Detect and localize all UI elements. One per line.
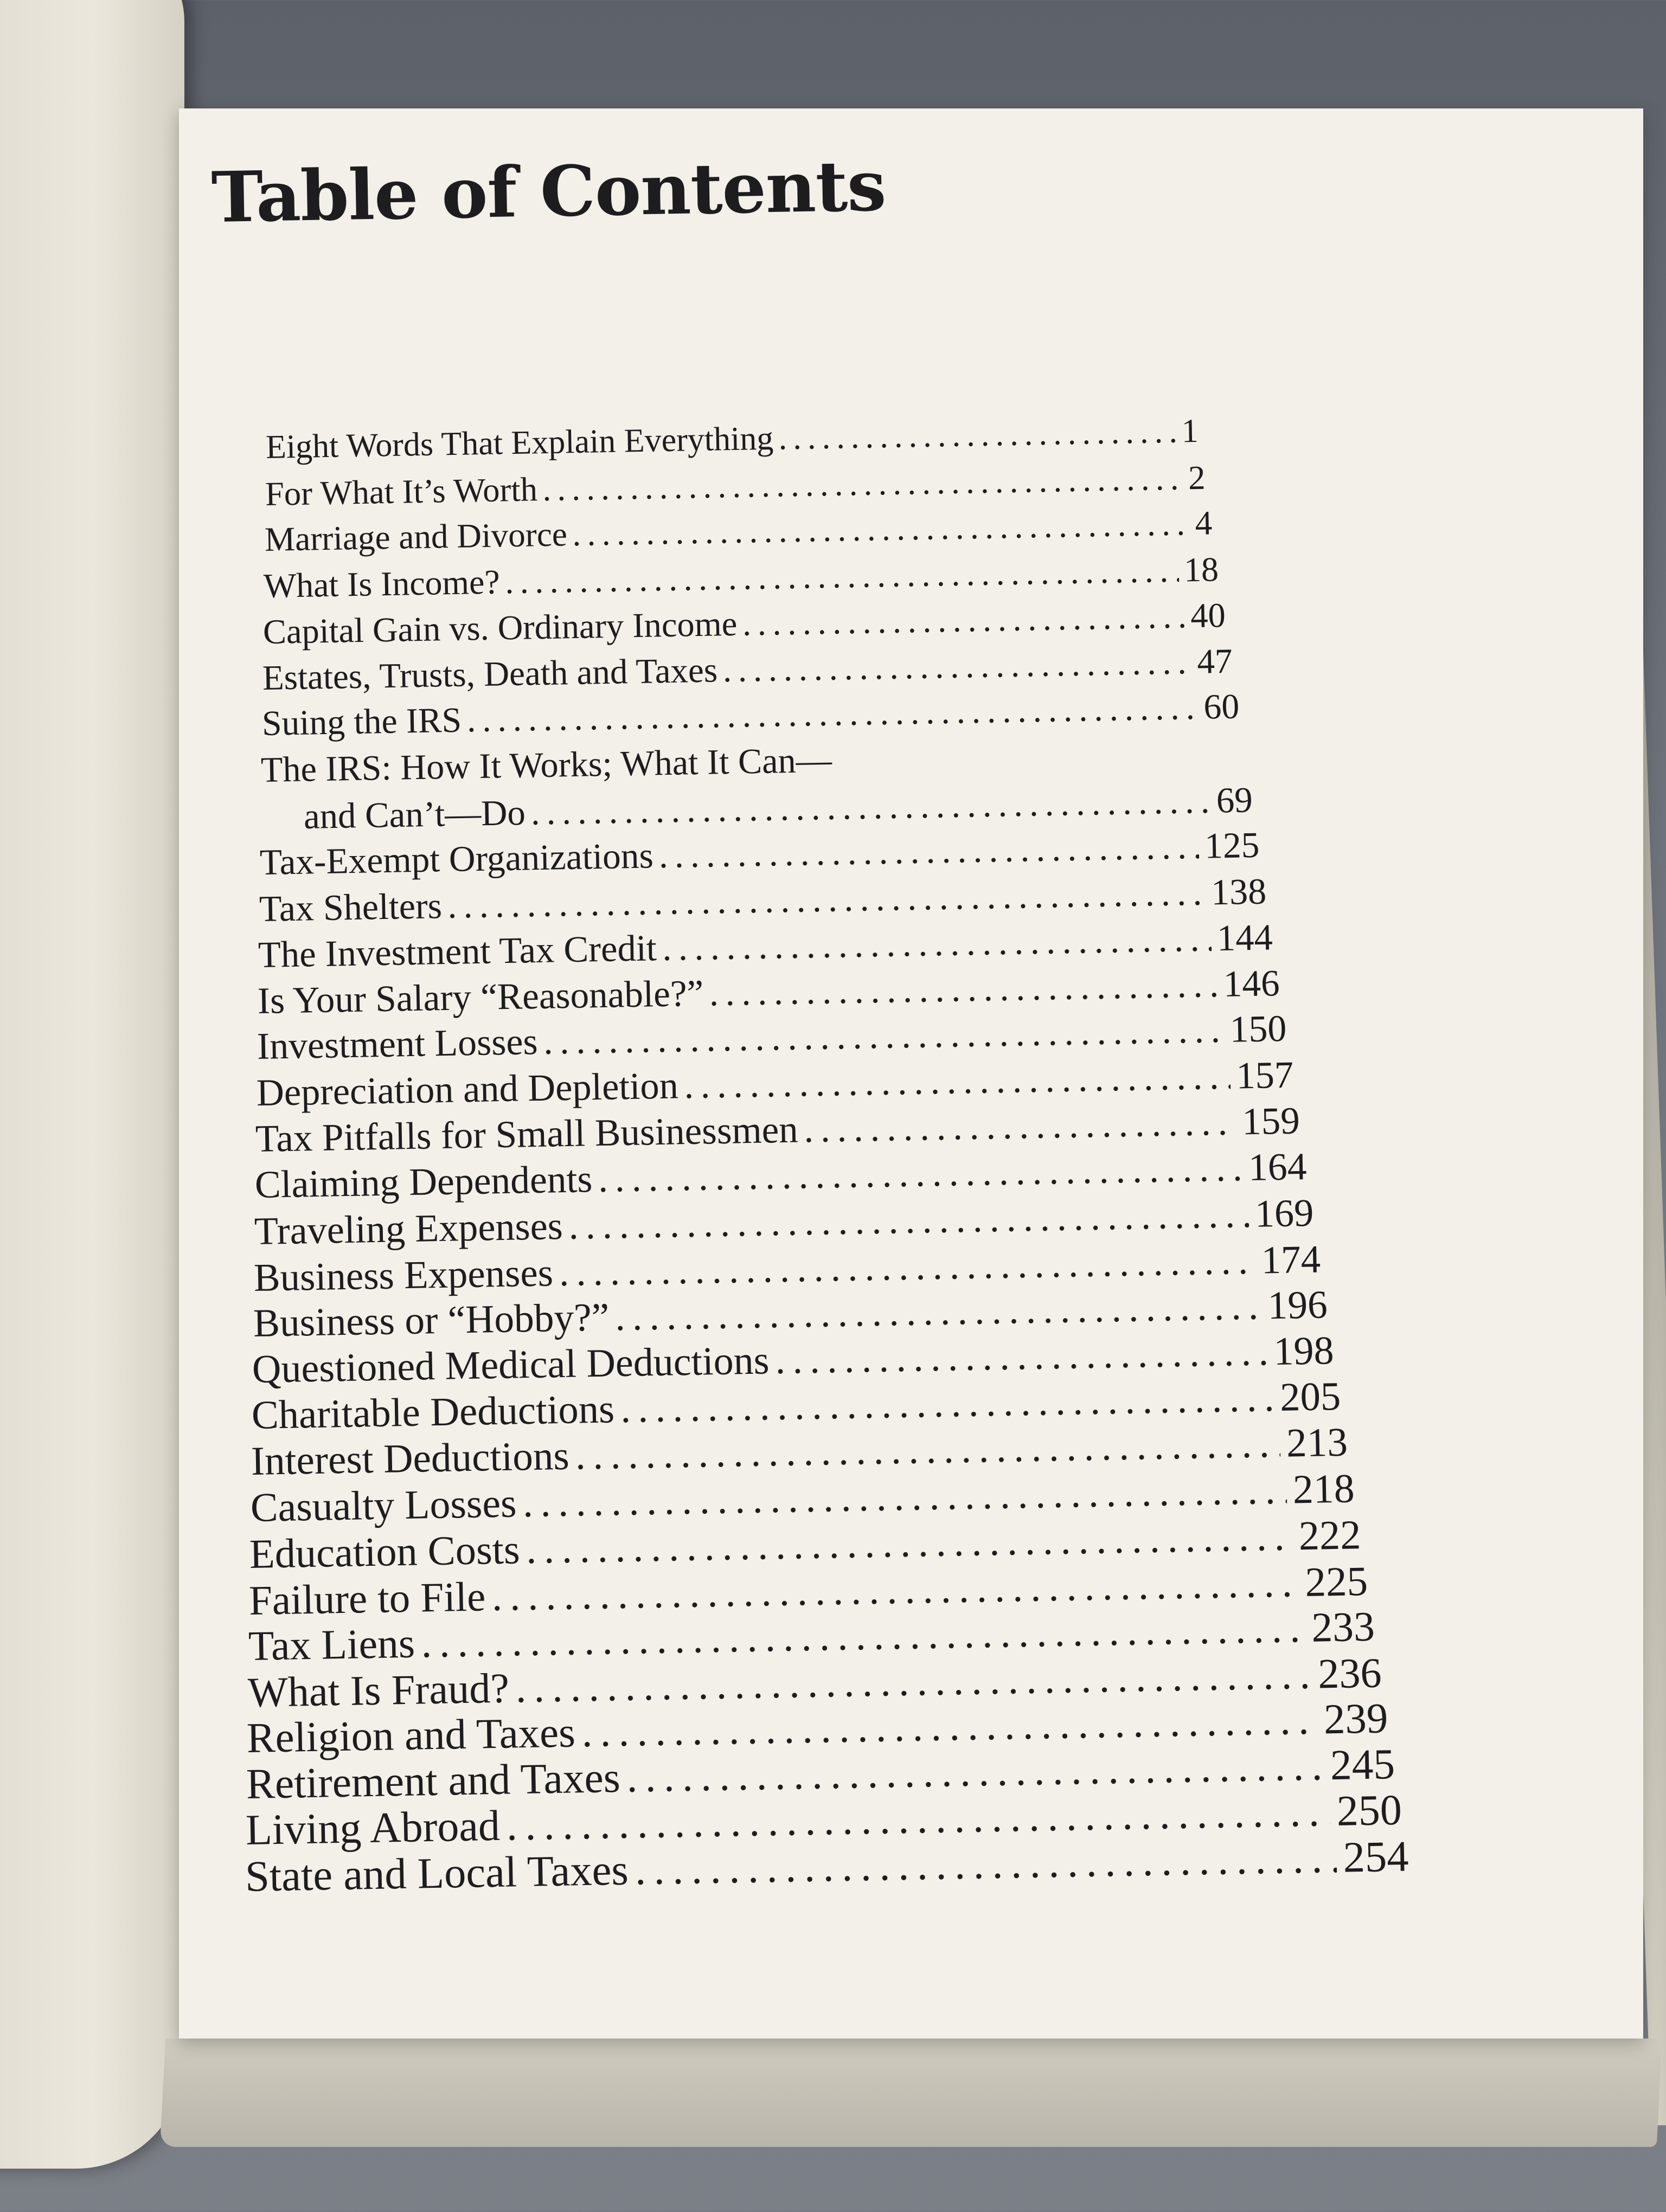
toc-leader-dots bbox=[804, 1100, 1237, 1152]
toc-entry-page: 4 bbox=[1194, 504, 1213, 543]
toc-leader-dots bbox=[709, 962, 1218, 1014]
toc-entry-page: 222 bbox=[1298, 1512, 1362, 1559]
toc-leader-dots bbox=[658, 825, 1200, 877]
toc-entry-page: 245 bbox=[1330, 1740, 1395, 1790]
toc-entry-title: What Is Income? bbox=[263, 562, 501, 606]
toc-leader-dots bbox=[662, 917, 1212, 969]
toc-entry-title: The Investment Tax Credit bbox=[258, 927, 657, 975]
toc-entry-page: 157 bbox=[1235, 1053, 1294, 1097]
toc-entry-title: The IRS: How It Works; What It Can— bbox=[260, 740, 832, 790]
toc-entry-title: Estates, Trusts, Death and Taxes bbox=[262, 650, 718, 698]
toc-entry-page: 18 bbox=[1183, 550, 1219, 589]
toc-entry-title: Questioned Medical Deductions bbox=[252, 1338, 770, 1392]
toc-entry-title: Depreciation and Depletion bbox=[255, 1064, 679, 1114]
toc-entry-title: Tax Liens bbox=[248, 1619, 415, 1670]
toc-entry-title: Living Abroad bbox=[245, 1802, 501, 1854]
toc-entry-title: Retirement and Taxes bbox=[246, 1754, 621, 1809]
toc-leader-dots bbox=[722, 642, 1192, 691]
toc-entry-title: Failure to File bbox=[248, 1572, 486, 1624]
toc-entry-page: 125 bbox=[1204, 825, 1260, 866]
toc-entry-page: 169 bbox=[1254, 1191, 1314, 1236]
toc-leader-dots bbox=[530, 780, 1211, 833]
toc-entry-title: Business Expenses bbox=[253, 1250, 554, 1300]
toc-entry bbox=[261, 740, 832, 791]
toc-leader-dots bbox=[742, 596, 1186, 644]
toc-entry-page: 218 bbox=[1292, 1465, 1355, 1513]
toc-entry-title: State and Local Taxes bbox=[244, 1846, 629, 1901]
toc-entry-page: 146 bbox=[1223, 962, 1280, 1005]
toc-entry-title: Is Your Salary “Reasonable?” bbox=[257, 972, 704, 1022]
toc-entry-title: What Is Fraud? bbox=[247, 1664, 510, 1716]
toc-entry-page: 69 bbox=[1216, 780, 1253, 821]
toc-entry-page: 159 bbox=[1242, 1099, 1300, 1143]
toc-entry-title: Education Costs bbox=[249, 1526, 521, 1577]
toc-leader-dots bbox=[775, 1329, 1268, 1384]
toc-entry-title: Eight Words That Explain Everything bbox=[265, 420, 774, 466]
toc-leader-dots bbox=[466, 687, 1199, 741]
page-title: Table of Contents bbox=[210, 145, 887, 239]
toc-entry-title: Tax Shelters bbox=[258, 885, 443, 929]
toc-leader-dots bbox=[542, 458, 1183, 509]
toc-entry-title: Charitable Deductions bbox=[251, 1387, 615, 1438]
toc-leader-dots bbox=[778, 413, 1177, 458]
toc-entry-page: 233 bbox=[1311, 1603, 1375, 1651]
toc-entry-title: For What It’s Worth bbox=[265, 470, 538, 513]
toc-entry-page: 196 bbox=[1267, 1282, 1328, 1328]
toc-entry-title: Casualty Losses bbox=[249, 1480, 517, 1531]
toc-entry-title: Religion and Taxes bbox=[246, 1709, 576, 1762]
toc-entry-page: 213 bbox=[1286, 1420, 1348, 1467]
toc-entry-page: 1 bbox=[1181, 412, 1199, 450]
toc-entry-page: 138 bbox=[1210, 870, 1267, 913]
toc-entry-title: Tax Pitfalls for Small Businessmen bbox=[255, 1108, 799, 1160]
toc-entry-page: 236 bbox=[1317, 1649, 1382, 1697]
toc-entry-title: and Can’t—Do bbox=[303, 792, 526, 837]
toc-entry-title: Investment Losses bbox=[257, 1021, 539, 1068]
toc-entry-page: 250 bbox=[1336, 1786, 1402, 1835]
toc-leader-dots bbox=[543, 1008, 1225, 1064]
toc-entry-title: Tax-Exempt Organizations bbox=[259, 835, 654, 883]
toc-entry-title: Interest Deductions bbox=[251, 1433, 570, 1484]
toc-entry-page: 239 bbox=[1323, 1694, 1389, 1743]
toc-entry bbox=[265, 412, 1199, 467]
toc-entry bbox=[264, 504, 1212, 560]
toc-entry-title: Claiming Dependents bbox=[254, 1158, 593, 1207]
toc-entry-page: 150 bbox=[1229, 1007, 1287, 1051]
toc-leader-dots bbox=[572, 504, 1190, 555]
toc-entry-title: Suing the IRS bbox=[261, 700, 462, 744]
toc-entry-page: 47 bbox=[1196, 641, 1233, 681]
toc-entry-page: 198 bbox=[1273, 1328, 1335, 1374]
toc-entry-title: Business or “Hobby?” bbox=[252, 1295, 610, 1346]
toc-leader-dots bbox=[505, 550, 1180, 602]
toc-entry-page: 174 bbox=[1260, 1237, 1321, 1282]
toc-entry-page: 254 bbox=[1342, 1832, 1409, 1882]
toc-leader-dots bbox=[683, 1054, 1231, 1108]
toc-entry-page: 2 bbox=[1188, 458, 1206, 497]
toc-entry-page: 164 bbox=[1248, 1145, 1308, 1189]
toc-entry-page: 225 bbox=[1304, 1557, 1368, 1605]
toc-entry bbox=[265, 458, 1206, 513]
toc-entry-page: 60 bbox=[1203, 687, 1240, 727]
toc-entry-title: Capital Gain vs. Ordinary Income bbox=[262, 604, 738, 651]
toc-entry-page: 144 bbox=[1216, 916, 1273, 959]
toc-entry-page: 40 bbox=[1190, 595, 1226, 635]
toc-entry-title: Marriage and Divorce bbox=[264, 515, 567, 559]
toc-entry-title: Traveling Expenses bbox=[254, 1204, 563, 1253]
toc-entry-page: 205 bbox=[1279, 1374, 1341, 1420]
